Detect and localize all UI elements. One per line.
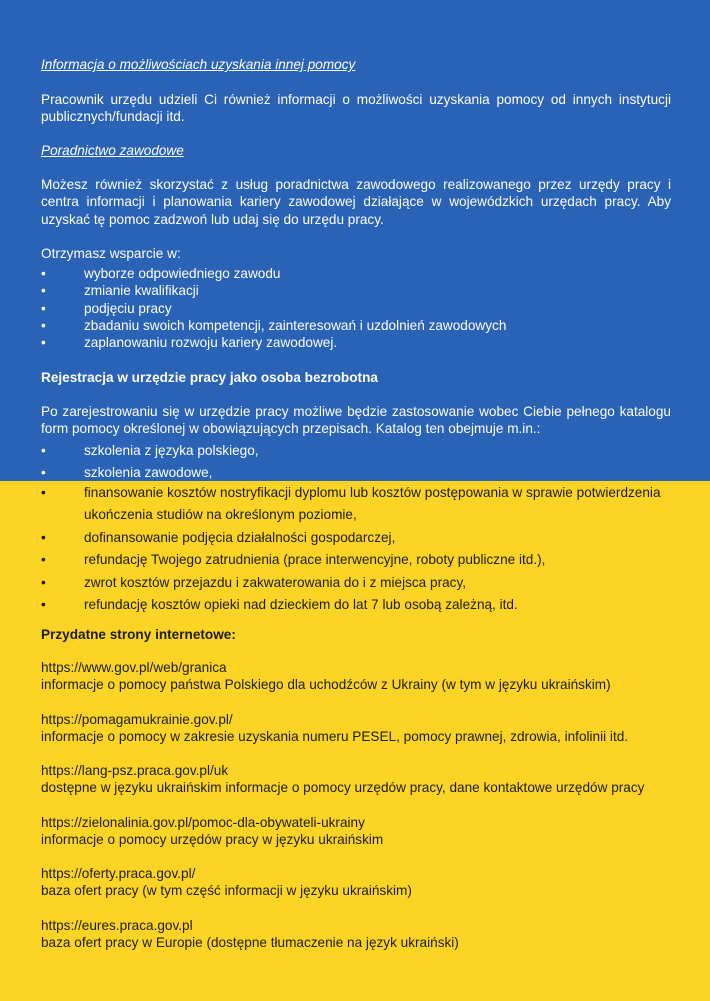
list-item: • wyborze odpowiedniego zawodu	[41, 265, 671, 282]
career-text: Możesz również skorzystać z usług poradnictwa zawodowego realizowanego przez urzędy pracy i centra informacji i planowania kariery zawodowej działające w wojewódzkich urzędach pracy. Aby uzyskać tę pomoc zadzwoń lub udaj się do urzędu pracy.	[41, 177, 671, 227]
list-item: • zmianie kwalifikacji	[41, 282, 671, 299]
list-item: • podjęciu pracy	[41, 300, 671, 317]
website-entry-zielonalinia	[41, 814, 691, 849]
list-item: • szkolenia z języka polskiego,	[41, 440, 671, 462]
website-description: baza ofert pracy w Europie (dostępne tłumaczenie na język ukraiński)	[41, 935, 459, 951]
support-list	[41, 265, 671, 351]
websites-heading: Przydatne strony internetowe:	[41, 627, 236, 642]
list-item: • refundację Twojego zatrudnienia (prace interwencyjne, roboty publiczne itd.),	[41, 549, 661, 571]
website-entry-oferty	[41, 865, 691, 900]
website-description: informacje o pomocy urzędów pracy w języku ukraińskim	[41, 832, 384, 848]
list-item: • zbadaniu swoich kompetencji, zainteresowań i uzdolnień zawodowych	[41, 317, 671, 334]
info-heading: Informacja o możliwościach uzyskania innej pomocy	[41, 57, 356, 72]
website-description: baza ofert pracy (w tym część informacji w języku ukraińskim)	[41, 883, 412, 899]
list-item: • zwrot kosztów przejazdu i zakwaterowania do i z miejsca pracy,	[41, 572, 661, 594]
list-item: • dofinansowanie podjęcia działalności gospodarczej,	[41, 527, 661, 549]
website-description: informacje o pomocy w zakresie uzyskania numeru PESEL, pomocy prawnej, zdrowia, infolinii itd.	[41, 729, 629, 745]
website-url[interactable]: https://oferty.praca.gov.pl/	[41, 866, 196, 881]
website-entry-pomagamukrainie	[41, 711, 691, 746]
website-entry-eures	[41, 917, 691, 952]
registration-list-top	[41, 440, 671, 484]
info-text: Pracownik urzędu udzieli Ci również informacji o możliwości uzyskania pomocy od innych instytucji publicznych/fundacji itd.	[41, 92, 671, 125]
list-item: • zaplanowaniu rozwoju kariery zawodowej.	[41, 334, 671, 351]
career-heading: Poradnictwo zawodowe	[41, 143, 184, 158]
registration-text: Po zarejestrowaniu się w urzędzie pracy możliwe będzie zastosowanie wobec Ciebie pełnego katalogu form pomocy określonej w obowiązujących przepisach. Katalog ten obejmuje m.in.:	[41, 404, 671, 437]
support-intro: Otrzymasz wsparcie w:	[41, 246, 181, 261]
website-url[interactable]: https://pomagamukrainie.gov.pl/	[41, 712, 233, 727]
website-url[interactable]: https://lang-psz.praca.gov.pl/uk	[41, 763, 229, 778]
website-description: informacje o pomocy państwa Polskiego dla uchodźców z Ukrainy (w tym w języku ukraińskim)	[41, 677, 611, 693]
registration-list-bottom	[41, 482, 661, 616]
list-item: • refundację kosztów opieki nad dzieckiem do lat 7 lub osobą zależną, itd.	[41, 594, 661, 616]
list-item: • finansowanie kosztów nostryfikacji dyplomu lub kosztów postępowania w sprawie potwierdzenia ukończenia studiów na określonym poziomie,	[41, 482, 661, 527]
website-url[interactable]: https://www.gov.pl/web/granica	[41, 660, 227, 675]
website-url[interactable]: https://eures.praca.gov.pl	[41, 918, 193, 933]
website-entry-lang-psz	[41, 762, 691, 797]
registration-heading: Rejestracja w urzędzie pracy jako osoba bezrobotna	[41, 370, 378, 385]
website-url[interactable]: https://zielonalinia.gov.pl/pomoc-dla-obywateli-ukrainy	[41, 815, 365, 830]
website-entry-granica	[41, 659, 691, 694]
list-item: • szkolenia zawodowe,	[41, 462, 671, 484]
website-description: dostępne w języku ukraińskim informacje o pomocy urzędów pracy, dane kontaktowe urzędów pracy	[41, 780, 645, 796]
